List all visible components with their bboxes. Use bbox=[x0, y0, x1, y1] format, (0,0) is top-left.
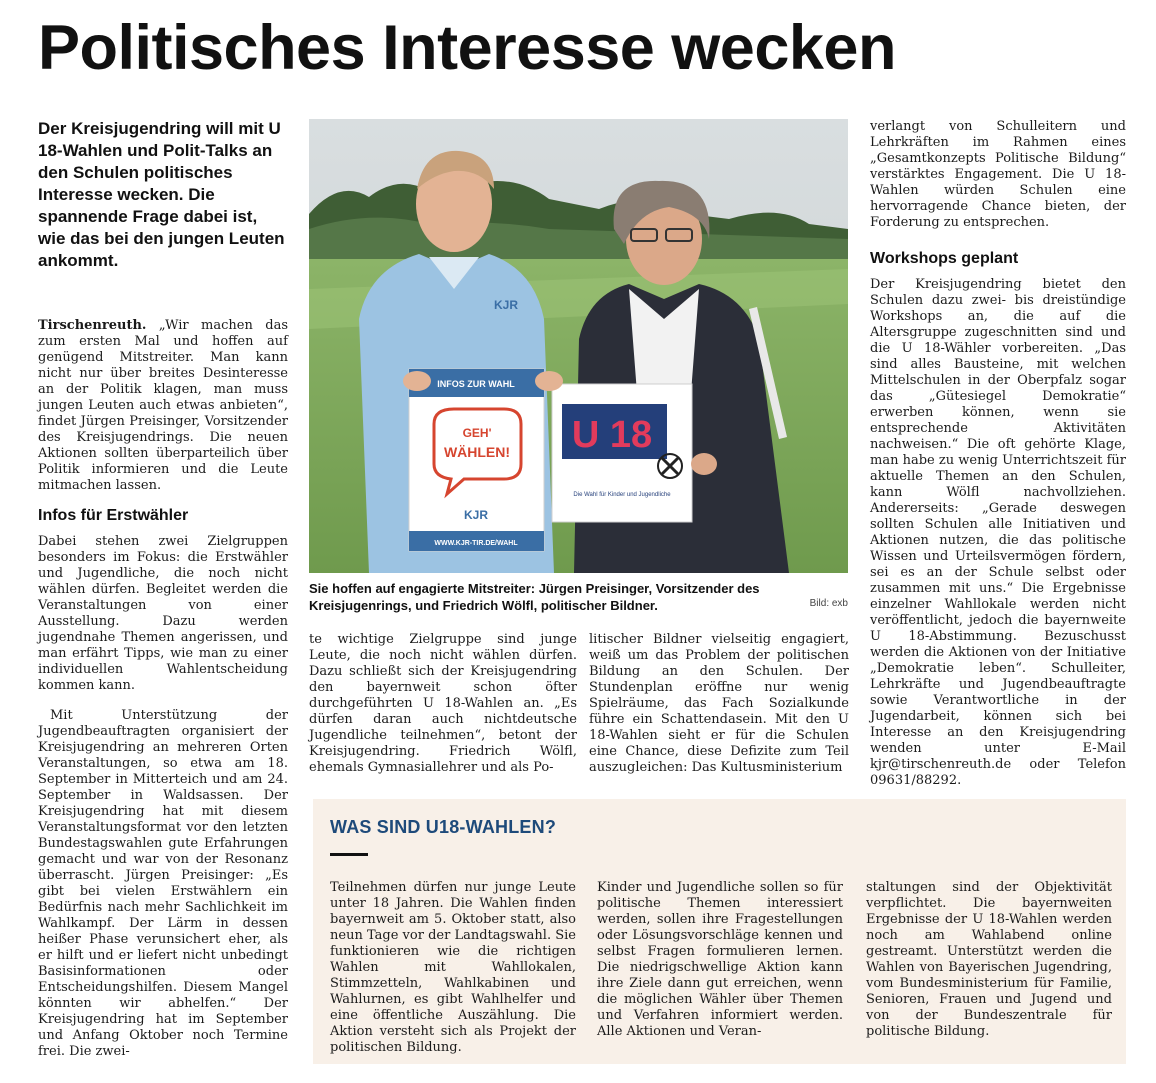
poster-bubble-line2: WÄHLEN! bbox=[443, 444, 511, 460]
poster-kjr-logo: KJR bbox=[463, 508, 489, 522]
headline: Politisches Interesse wecken bbox=[38, 13, 896, 83]
paragraph: Kinder und Jugendliche sollen so für politische Themen interessiert werden, sollen ihre Fragestellungen oder Lösungsvorschläge kennen und selbst Fragen formulieren lernen. Die niedrigschwellige Aktion kann ihre Ziele dann gut erreichen, wenn die möglichen Wähler über Themen und Verfahren informiert werden. Alle Aktionen und Veran- bbox=[597, 880, 843, 1039]
infobox-column-3 bbox=[866, 880, 1112, 1040]
dateline: Tirschenreuth. bbox=[38, 318, 147, 333]
paragraph: Dabei stehen zwei Zielgruppen besonders im Fokus: die Erstwähler und Jugendliche, die noch nicht wählen dürfen. Begleitet werden die Veranstaltungen von einer Ausstellung. Dazu werden jugendnahe Themen angerissen, und man erfährt Tipps, wie man zu einer individuellen Wahlentscheidung kommen kann. bbox=[38, 534, 288, 693]
article-column-1 bbox=[38, 318, 288, 1060]
photo-credit: Bild: exb bbox=[809, 598, 848, 609]
paragraph: verlangt von Schulleitern und Lehrkräften im Rahmen eines „Gesamtkonzepts Politische Bildung“ verstärktes Engagement. Die U 18-Wahlen würden Schulen eine hervorragende Chance bieten, der Forderung zu entsprechen. bbox=[870, 119, 1126, 230]
paragraph bbox=[38, 318, 288, 494]
poster-u18-logo: U 18 bbox=[571, 414, 653, 456]
article-column-3 bbox=[589, 632, 849, 776]
article-column-2 bbox=[309, 632, 577, 776]
article-photo bbox=[309, 119, 848, 573]
shirt-logo: KJR bbox=[494, 298, 519, 312]
subhead-workshops: Workshops geplant bbox=[870, 250, 1019, 267]
infobox-rule bbox=[330, 853, 368, 856]
poster-u18 bbox=[552, 384, 692, 522]
subhead-erstwaehler: Infos für Erstwähler bbox=[38, 507, 189, 524]
paragraph: Der Kreisjugendring bietet den Schulen dazu zwei- bis dreistündige Workshops an, die auf die Altersgruppe zugeschnitten sind und die U 18-Wähler vorbereiten. „Das sind alles Bausteine, mit welchen Mittelschulen in der Oberpfalz sogar das „Gütesiegel Demokratie“ erwerben können, wenn sie entsprechende Aktivitäten nachweisen.“ Die oft gehörte Klage, man habe zu wenig Unterrichtszeit für aktuelle Themen an den Schulen, kann Wölfl nachvollziehen. Andererseits: „Gerade deswegen sollten Schulen alle Initiativen und Aktionen nutzen, die das politische Wissen und Urteilsvermögen fördern, sei es an der Schule selbst oder zusammen mit uns.“ Die Ergebnisse einzelner Wahllokale werden nicht veröffentlicht, jedoch die bayernweite U 18-Abstimmung. Bezuschusst werden die Aktionen von der Initiative „Demokratie leben“. Schulleiter, Lehrkräfte und Jugendbeauftragte sowie Verantwortliche in der Jugendarbeit, können sich bei Interesse an den Kreisjugendring wenden unter E-Mail kjr@tirschenreuth.de oder Telefon 09631/88292. bbox=[870, 277, 1126, 788]
photo-illustration bbox=[309, 119, 848, 573]
poster-url: WWW.KJR-TIR.DE/WAHL bbox=[434, 540, 518, 547]
poster-infos-zur-wahl bbox=[409, 369, 544, 551]
poster-u18-subtitle: Die Wahl für Kinder und Jugendliche bbox=[573, 492, 671, 498]
photo-caption: Sie hoffen auf engagierte Mitstreiter: Jürgen Preisinger, Vorsitzender des Kreisjugenrings, und Friedrich Wölfl, politischer Bildner. bbox=[309, 581, 760, 613]
paragraph: litischer Bildner vielseitig engagiert, weiß um das Problem der politischen Bildung an den Schulen. Der Stundenplan eröffne nur wenig Spielräume, das Fach Sozialkunde führe ein Schattendasein. Mit den U 18-Wahlen sieht er für die Schulen eine Chance, diese Defizite zum Teil auszugleichen: Das Kultusministerium bbox=[589, 632, 849, 775]
paragraph-text: „Wir machen das zum ersten Mal und hoffen auf genügend Mitstreiter. Man kann nicht nur über breites Desinteresse an der Politik klagen, man muss jungen Leuten auch etwas anbieten“, findet Jürgen Preisinger, Vorsitzender des Kreisjugendrings. Die neuen Aktionen sollten überparteilich über Politik informieren und die Leute mitmachen lassen. bbox=[38, 318, 288, 493]
lead-paragraph: Der Kreisjugendring will mit U 18-Wahlen und Polit-Talks an den Schulen politisches Interesse wecken. Die spannende Frage dabei ist, wie das bei den jungen Leuten ankommt. bbox=[38, 119, 285, 270]
infobox-title: WAS SIND U18-WAHLEN? bbox=[330, 817, 557, 837]
paragraph: te wichtige Zielgruppe sind junge Leute, die noch nicht wählen dürfen. Dazu schließt sich der Kreisjugendring den bayernweit schon öfter durchgeführten U 18-Wahlen an. „Es dürfen daran auch nichtdeutsche Jugendliche teilnehmen“, betont der Kreisjugendring. Friedrich Wölfl, ehemals Gymnasiallehrer und als Po- bbox=[309, 632, 577, 775]
paragraph: Teilnehmen dürfen nur junge Leute unter 18 Jahren. Die Wahlen finden bayernweit am 5. Oktober statt, also neun Tage vor der Landtagswahl. Sie funktionieren wie die richtigen Wahlen mit Wahllokalen, Stimmzetteln, Wahlkabinen und Wahlurnen, es gibt Wahlhelfer und eine öffentliche Auszählung. Die Aktion versteht sich als Projekt der politischen Bildung. bbox=[330, 880, 576, 1055]
article-column-4 bbox=[870, 119, 1126, 789]
infobox-column-1 bbox=[330, 880, 576, 1056]
poster-top-label: INFOS ZUR WAHL bbox=[437, 379, 515, 389]
paragraph: staltungen sind der Objektivität verpflichtet. Die bayernweiten Ergebnisse der U 18-Wahlen werden noch am Wahlabend online gestreamt. Unterstützt werden die Wahlen von Bayerischen Jugendring, vom Bundesministerium für Familie, Senioren, Frauen und Jugend und von der Bundeszentrale für politische Bildung. bbox=[866, 880, 1112, 1039]
poster-bubble-line1: GEH' bbox=[462, 426, 492, 440]
infobox-column-2 bbox=[597, 880, 843, 1040]
paragraph: Mit Unterstützung der Jugendbeauftragten organisiert der Kreisjugendring an mehreren Orten Veranstaltungen, so etwa am 18. September in Mitterteich und am 24. September in Waldsassen. Der Kreisjugendring hat mit diesem Veranstaltungsformat vor den letzten Bundestagswahlen gute Erfahrungen gemacht und war von der Resonanz überrascht. Jürgen Preisinger: „Es gibt bei vielen Erstwählern ein Bedürfnis nach mehr Sachlichkeit im Wahlkampf. Der Lärm in dessen heißer Phase verunsichert eher, als er hilft und er liefert nicht unbedingt Basisinformationen oder Entscheidungshilfen. Diesem Mangel könnten wir abhelfen.“ Der Kreisjugendring hat im September und Anfang Oktober noch Termine frei. Die zwei- bbox=[38, 708, 288, 1059]
